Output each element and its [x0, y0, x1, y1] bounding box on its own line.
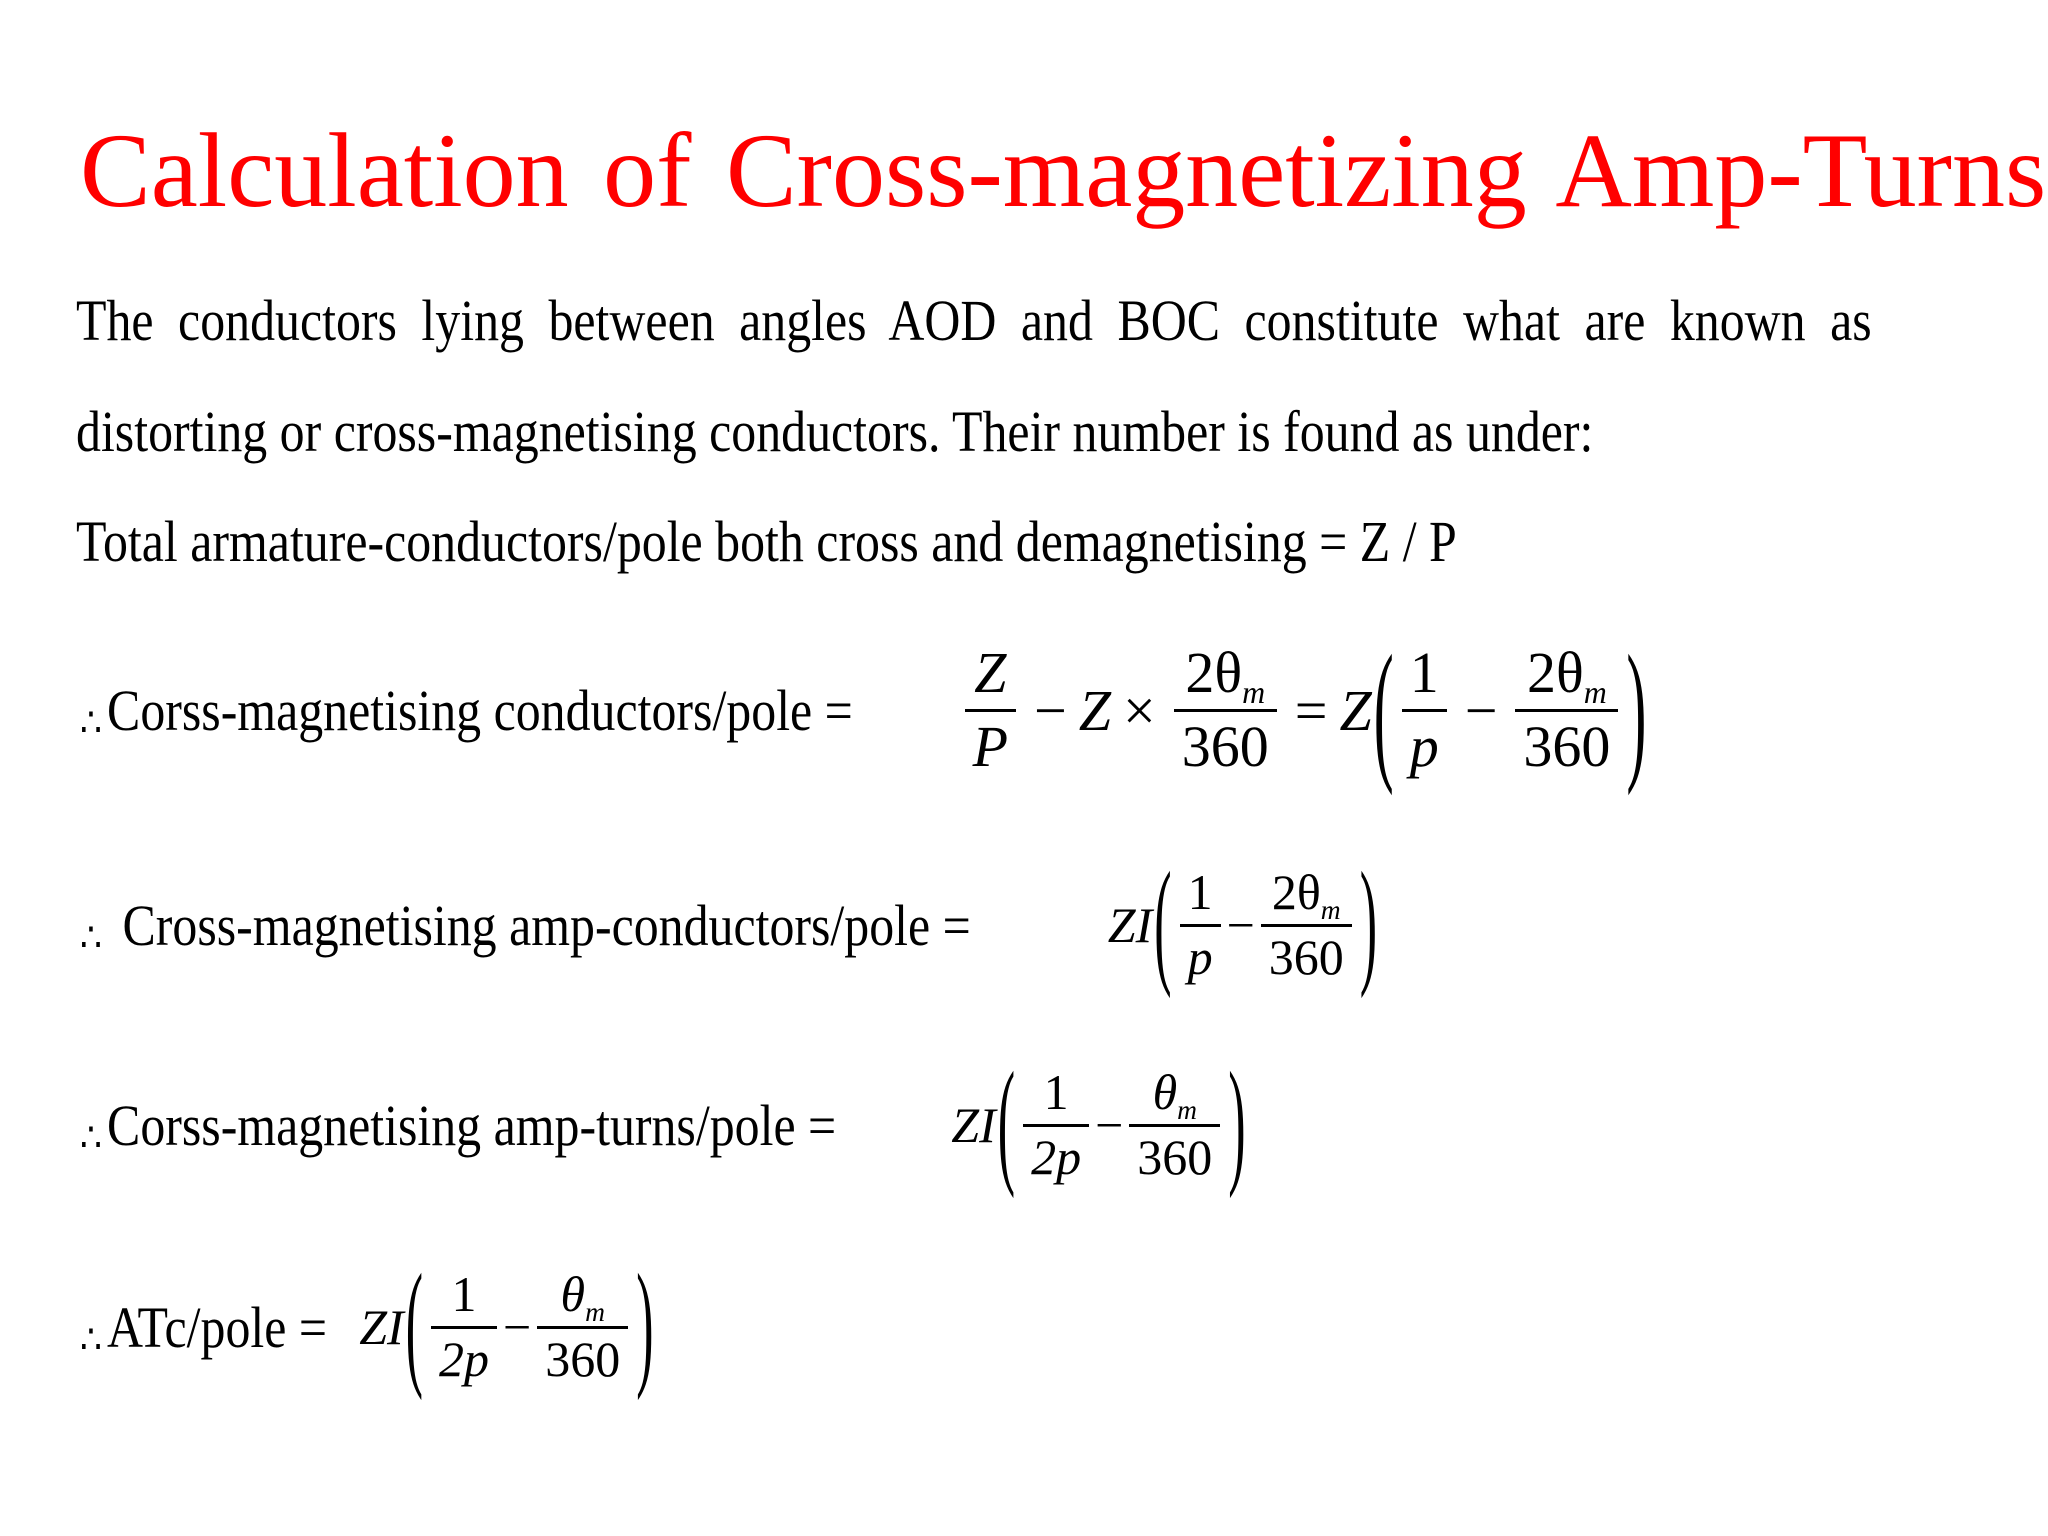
fraction-denominator: 360 [1268, 928, 1344, 985]
left-parenthesis: ( [405, 1248, 424, 1403]
minus-operator: − [1226, 897, 1255, 953]
fraction-bar [965, 709, 1016, 712]
fraction-2theta-over-360 [1261, 864, 1352, 986]
fraction-1-over-2p [431, 1266, 497, 1388]
theta: θ [560, 1266, 586, 1322]
left-parenthesis: ( [1373, 624, 1394, 796]
fraction-numerator [1145, 1064, 1205, 1125]
minus-operator: − [1034, 677, 1067, 743]
fraction-numerator [1177, 639, 1273, 710]
right-parenthesis: ) [1626, 624, 1647, 796]
equation-1-lhs-text: Corss-magnetising conductors/pole = [107, 677, 853, 743]
fraction-denominator: 360 [545, 1330, 621, 1387]
fraction-denominator: 360 [1181, 713, 1269, 779]
fraction-denominator: p [1187, 928, 1213, 985]
equation-1-rhs [959, 624, 1649, 796]
fraction-1-over-2p [1023, 1064, 1089, 1186]
fraction-1-over-p [1402, 640, 1447, 780]
fraction-numerator [1519, 639, 1615, 710]
subscript-m: m [1242, 674, 1266, 710]
equation-3-lhs [80, 1092, 836, 1159]
left-parenthesis: ( [1154, 846, 1172, 1001]
equation-atc-per-pole [80, 1248, 656, 1403]
fraction-numerator: 1 [1187, 864, 1213, 920]
fraction-bar [431, 1326, 497, 1329]
equation-cross-magnetising-amp-turns [80, 1046, 1248, 1201]
fraction-denominator: 360 [1523, 713, 1611, 779]
equation-4-lhs [80, 1294, 327, 1361]
equation-cross-magnetising-amp-conductors [80, 846, 1379, 1001]
therefore-symbol: ∴ [80, 914, 102, 960]
fraction-bar [1023, 1124, 1089, 1127]
variable-zi: ZI [951, 1097, 996, 1153]
fraction-denominator: 2p [439, 1330, 490, 1387]
minus-operator: − [1464, 677, 1498, 743]
subscript-m: m [1583, 674, 1607, 710]
therefore-symbol: ∴ [80, 1316, 102, 1362]
subscript-m: m [585, 1295, 605, 1327]
fraction-numerator: 1 [1409, 639, 1439, 705]
fraction-1-over-p [1180, 864, 1221, 986]
intro-paragraph-line-1: The conductors lying between angles AOD and BOC constitute what are known as [76, 288, 1872, 353]
subscript-m: m [1177, 1093, 1197, 1125]
equation-2-lhs [80, 892, 971, 959]
right-parenthesis: ) [1228, 1046, 1246, 1201]
equals-operator: = [1294, 677, 1328, 743]
theta: θ [1152, 1064, 1178, 1120]
variable-z: Z [1078, 677, 1112, 743]
fraction-bar [1129, 1124, 1220, 1127]
variable-z: Z [1339, 677, 1372, 743]
equation-2-lhs-text: Cross-magnetising amp-conductors/pole = [122, 892, 971, 958]
right-parenthesis: ) [1359, 846, 1378, 1001]
fraction-denominator: P [972, 713, 1009, 779]
minus-operator: − [503, 1299, 532, 1355]
fraction-numerator: 1 [1043, 1064, 1069, 1120]
fraction-numerator [553, 1266, 613, 1327]
fraction-2theta-over-360 [1174, 640, 1277, 780]
two-theta: 2θ [1271, 864, 1321, 920]
subscript-m: m [1320, 893, 1341, 925]
fraction-denominator: 360 [1137, 1128, 1213, 1185]
equation-3-rhs [939, 1046, 1247, 1201]
equation-1-lhs [80, 677, 853, 744]
minus-operator: − [1095, 1097, 1124, 1153]
fraction-2theta-over-360 [1515, 640, 1618, 780]
fraction-denominator: 2p [1031, 1128, 1082, 1185]
therefore-symbol: ∴ [80, 699, 102, 745]
times-operator: × [1123, 677, 1156, 743]
equation-cross-magnetising-conductors [80, 625, 1648, 795]
fraction-bar [537, 1326, 628, 1329]
equation-4-lhs-text: ATc/pole = [107, 1294, 328, 1360]
therefore-symbol: ∴ [80, 1114, 102, 1160]
fraction-theta-over-360 [1129, 1064, 1220, 1186]
fraction-bar [1180, 924, 1221, 927]
fraction-bar [1402, 709, 1447, 712]
slide-title: Calculation of Cross-magnetizing Amp-Turns [80, 112, 2047, 229]
two-theta: 2θ [1185, 639, 1243, 705]
fraction-z-over-p [965, 640, 1016, 780]
equation-2-rhs [1096, 846, 1379, 1001]
variable-zi: ZI [359, 1299, 404, 1355]
two-theta: 2θ [1527, 639, 1584, 705]
equation-4-rhs [347, 1248, 655, 1403]
equation-3-lhs-text: Corss-magnetising amp-turns/pole = [107, 1092, 837, 1158]
fraction-numerator: Z [974, 639, 1007, 705]
variable-zi: ZI [1107, 897, 1153, 953]
fraction-theta-over-360 [537, 1266, 628, 1388]
right-parenthesis: ) [636, 1248, 654, 1403]
fraction-denominator: p [1409, 713, 1439, 779]
intro-paragraph-line-3: Total armature-conductors/pole both cross and demagnetising = Z / P [76, 509, 1457, 574]
intro-paragraph-line-2: distorting or cross-magnetising conductors. Their number is found as under: [76, 399, 1594, 464]
left-parenthesis: ( [997, 1046, 1016, 1201]
fraction-numerator [1264, 864, 1349, 925]
fraction-numerator: 1 [451, 1266, 477, 1322]
